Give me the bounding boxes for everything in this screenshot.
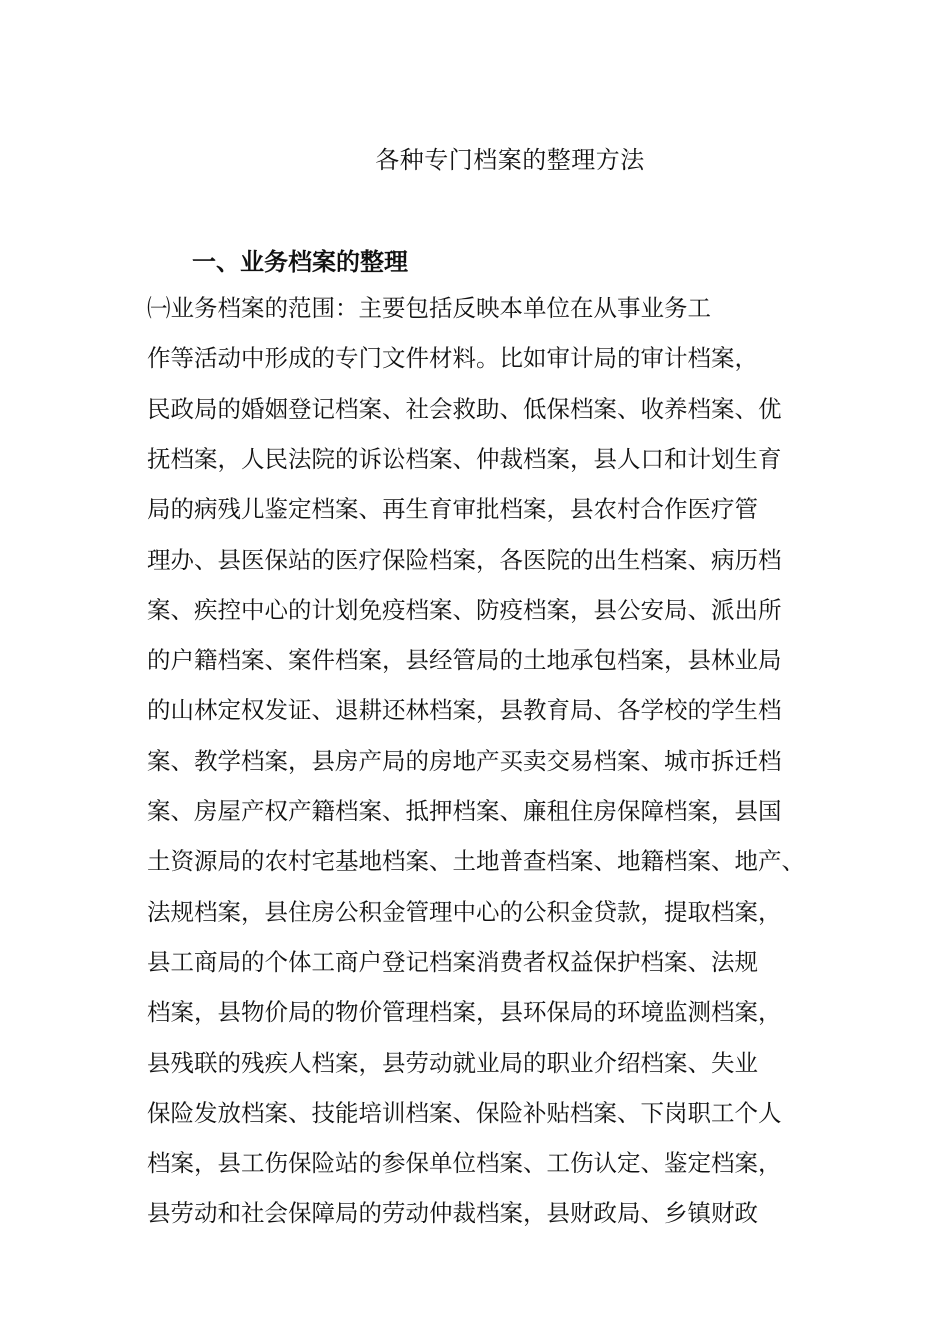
paragraph-line: 县劳动和社会保障局的劳动仲裁档案，县财政局、乡镇财政 — [147, 1199, 758, 1227]
paragraph-line: 县残联的残疾人档案，县劳动就业局的职业介绍档案、失业 — [147, 1049, 758, 1077]
paragraph-line: 作等活动中形成的专门文件材料。比如审计局的审计档案， — [147, 344, 758, 372]
paragraph-line: 县工商局的个体工商户登记档案消费者权益保护档案、法规 — [147, 948, 758, 976]
paragraph-line: 民政局的婚姻登记档案、社会救助、低保档案、收养档案、优 — [147, 395, 782, 423]
section-heading: 一、业务档案的整理 — [192, 248, 408, 276]
paragraph-line: 的户籍档案、案件档案，县经管局的土地承包档案，县林业局 — [147, 646, 782, 674]
paragraph-line: 局的病残儿鉴定档案、再生育审批档案，县农村合作医疗管 — [147, 495, 758, 523]
paragraph-line: ㈠业务档案的范围：主要包括反映本单位在从事业务工 — [147, 294, 711, 322]
paragraph-line: 档案，县物价局的物价管理档案，县环保局的环境监测档案， — [147, 998, 782, 1026]
paragraph-line: 案、教学档案，县房产局的房地产买卖交易档案、城市拆迁档 — [147, 747, 782, 775]
paragraph-line: 案、疾控中心的计划免疫档案、防疫档案，县公安局、派出所 — [147, 596, 782, 624]
page-title: 各种专门档案的整理方法 — [375, 146, 645, 174]
paragraph-line: 土资源局的农村宅基地档案、土地普查档案、地籍档案、地产、 — [147, 847, 805, 875]
paragraph-line: 案、房屋产权产籍档案、抵押档案、廉租住房保障档案，县国 — [147, 797, 782, 825]
paragraph-line: 抚档案，人民法院的诉讼档案、仲裁档案，县人口和计划生育 — [147, 445, 782, 473]
paragraph-line: 保险发放档案、技能培训档案、保险补贴档案、下岗职工个人 — [147, 1099, 782, 1127]
paragraph-line: 档案，县工伤保险站的参保单位档案、工伤认定、鉴定档案， — [147, 1149, 782, 1177]
paragraph-line: 理办、县医保站的医疗保险档案，各医院的出生档案、病历档 — [147, 546, 782, 574]
paragraph-line: 法规档案，县住房公积金管理中心的公积金贷款，提取档案， — [147, 898, 782, 926]
paragraph-line: 的山林定权发证、退耕还林档案，县教育局、各学校的学生档 — [147, 696, 782, 724]
